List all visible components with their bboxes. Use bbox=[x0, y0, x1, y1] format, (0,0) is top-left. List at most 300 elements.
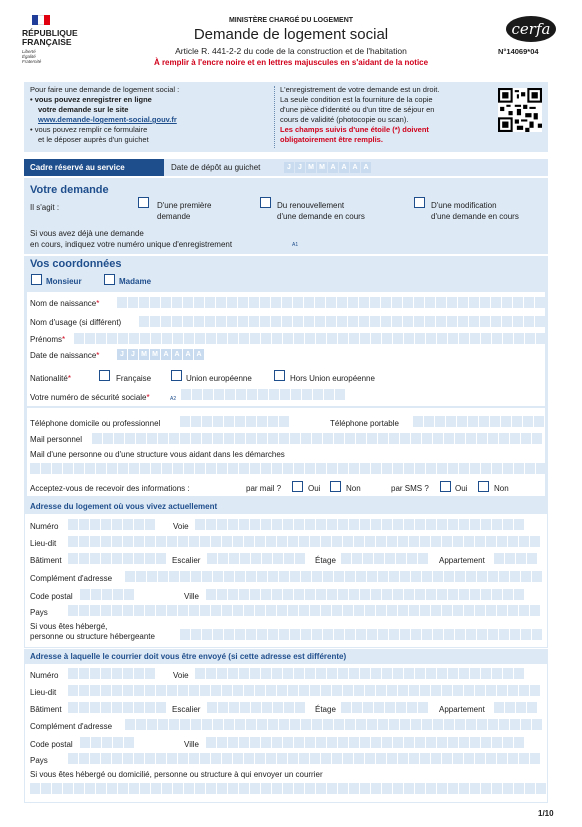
input-cell[interactable] bbox=[316, 519, 326, 530]
input-cell[interactable] bbox=[305, 333, 315, 344]
input-cell[interactable] bbox=[459, 737, 469, 748]
input-cell[interactable] bbox=[510, 719, 520, 730]
input-cell[interactable] bbox=[481, 519, 491, 530]
input-cell[interactable] bbox=[96, 783, 106, 794]
input-cell[interactable] bbox=[294, 668, 304, 679]
input-cell[interactable] bbox=[206, 463, 216, 474]
input-cell[interactable] bbox=[382, 333, 392, 344]
input-cell[interactable] bbox=[477, 571, 487, 582]
input-cell[interactable] bbox=[382, 463, 392, 474]
input-cell[interactable] bbox=[90, 536, 100, 547]
date-cell[interactable]: M bbox=[306, 162, 316, 173]
input-cell[interactable] bbox=[519, 536, 529, 547]
input-cell[interactable] bbox=[233, 685, 243, 696]
input-cell[interactable] bbox=[239, 463, 249, 474]
input-cell[interactable] bbox=[334, 629, 344, 640]
input-cell[interactable] bbox=[426, 333, 436, 344]
input-cell[interactable] bbox=[112, 553, 122, 564]
input-cell[interactable] bbox=[327, 783, 337, 794]
input-cell[interactable] bbox=[273, 702, 283, 713]
input-cell[interactable] bbox=[475, 753, 485, 764]
input-cell[interactable] bbox=[145, 702, 155, 713]
input-cell[interactable] bbox=[324, 389, 334, 400]
input-cell[interactable] bbox=[218, 702, 228, 713]
input-cell[interactable] bbox=[425, 297, 435, 308]
input-cell[interactable] bbox=[415, 589, 425, 600]
input-cell[interactable] bbox=[80, 589, 90, 600]
date-cell[interactable]: A bbox=[172, 349, 182, 360]
input-cell[interactable] bbox=[409, 605, 419, 616]
input-cell[interactable] bbox=[393, 783, 403, 794]
input-cell[interactable] bbox=[90, 519, 100, 530]
input-cell[interactable] bbox=[214, 389, 224, 400]
input-cell[interactable] bbox=[512, 416, 522, 427]
input-cell[interactable] bbox=[508, 536, 518, 547]
input-cell[interactable] bbox=[469, 316, 479, 327]
input-cell[interactable] bbox=[150, 316, 160, 327]
input-cell[interactable] bbox=[279, 571, 289, 582]
input-cell[interactable] bbox=[327, 463, 337, 474]
input-cell[interactable] bbox=[156, 702, 166, 713]
input-cell[interactable] bbox=[294, 589, 304, 600]
input-cell[interactable] bbox=[68, 519, 78, 530]
input-cell[interactable] bbox=[503, 783, 513, 794]
input-cell[interactable] bbox=[233, 536, 243, 547]
input-cell[interactable] bbox=[156, 536, 166, 547]
input-cell[interactable] bbox=[356, 571, 366, 582]
input-cell[interactable] bbox=[101, 668, 111, 679]
input-cell[interactable] bbox=[323, 571, 333, 582]
input-cell[interactable] bbox=[365, 685, 375, 696]
input-cell[interactable] bbox=[290, 719, 300, 730]
input-cell[interactable] bbox=[341, 553, 351, 564]
input-cell[interactable] bbox=[470, 333, 480, 344]
input-cell[interactable] bbox=[101, 685, 111, 696]
input-cell[interactable] bbox=[327, 668, 337, 679]
input-cell[interactable] bbox=[343, 685, 353, 696]
input-cell[interactable] bbox=[499, 629, 509, 640]
input-cell[interactable] bbox=[145, 553, 155, 564]
input-cell[interactable] bbox=[499, 571, 509, 582]
input-cell[interactable] bbox=[251, 702, 261, 713]
input-cell[interactable] bbox=[316, 236, 326, 247]
input-cell[interactable] bbox=[217, 463, 227, 474]
input-cell[interactable] bbox=[202, 416, 212, 427]
input-cell[interactable] bbox=[299, 753, 309, 764]
input-cell[interactable] bbox=[244, 605, 254, 616]
input-cell[interactable] bbox=[321, 753, 331, 764]
input-cell[interactable] bbox=[147, 719, 157, 730]
input-cell[interactable] bbox=[415, 333, 425, 344]
input-cell[interactable] bbox=[90, 685, 100, 696]
input-cell[interactable] bbox=[323, 433, 333, 444]
input-cell[interactable] bbox=[169, 719, 179, 730]
input-cell[interactable] bbox=[118, 783, 128, 794]
adresse-voie-field[interactable] bbox=[195, 519, 524, 530]
input-cell[interactable] bbox=[139, 297, 149, 308]
input-cell[interactable] bbox=[305, 737, 315, 748]
input-cell[interactable] bbox=[374, 553, 384, 564]
input-cell[interactable] bbox=[475, 605, 485, 616]
input-cell[interactable] bbox=[277, 753, 287, 764]
input-cell[interactable] bbox=[376, 605, 386, 616]
input-cell[interactable] bbox=[356, 629, 366, 640]
input-cell[interactable] bbox=[305, 589, 315, 600]
input-cell[interactable] bbox=[497, 536, 507, 547]
input-cell[interactable] bbox=[216, 316, 226, 327]
input-cell[interactable] bbox=[229, 553, 239, 564]
input-cell[interactable] bbox=[338, 737, 348, 748]
input-cell[interactable] bbox=[224, 571, 234, 582]
input-cell[interactable] bbox=[378, 571, 388, 582]
input-cell[interactable] bbox=[213, 416, 223, 427]
input-cell[interactable] bbox=[532, 629, 542, 640]
input-cell[interactable] bbox=[352, 702, 362, 713]
input-cell[interactable] bbox=[536, 333, 546, 344]
date-cell[interactable]: A bbox=[361, 162, 371, 173]
input-cell[interactable] bbox=[521, 571, 531, 582]
input-cell[interactable] bbox=[316, 783, 326, 794]
input-cell[interactable] bbox=[150, 297, 160, 308]
input-cell[interactable] bbox=[415, 236, 425, 247]
input-cell[interactable] bbox=[123, 519, 133, 530]
input-cell[interactable] bbox=[134, 605, 144, 616]
input-cell[interactable] bbox=[492, 236, 502, 247]
input-cell[interactable] bbox=[85, 333, 95, 344]
input-cell[interactable] bbox=[123, 605, 133, 616]
input-cell[interactable] bbox=[79, 553, 89, 564]
input-cell[interactable] bbox=[101, 702, 111, 713]
input-cell[interactable] bbox=[235, 629, 245, 640]
input-cell[interactable] bbox=[30, 783, 40, 794]
input-cell[interactable] bbox=[444, 571, 454, 582]
input-cell[interactable] bbox=[338, 668, 348, 679]
input-cell[interactable] bbox=[404, 463, 414, 474]
input-cell[interactable] bbox=[376, 536, 386, 547]
input-cell[interactable] bbox=[167, 753, 177, 764]
input-cell[interactable] bbox=[239, 589, 249, 600]
input-cell[interactable] bbox=[172, 316, 182, 327]
input-cell[interactable] bbox=[470, 463, 480, 474]
input-cell[interactable] bbox=[481, 589, 491, 600]
input-cell[interactable] bbox=[294, 333, 304, 344]
input-cell[interactable] bbox=[213, 719, 223, 730]
input-cell[interactable] bbox=[277, 536, 287, 547]
input-cell[interactable] bbox=[497, 685, 507, 696]
input-cell[interactable] bbox=[492, 589, 502, 600]
input-cell[interactable] bbox=[250, 463, 260, 474]
input-cell[interactable] bbox=[239, 783, 249, 794]
input-cell[interactable] bbox=[475, 685, 485, 696]
input-cell[interactable] bbox=[475, 536, 485, 547]
input-cell[interactable] bbox=[112, 519, 122, 530]
tel-domicile-field[interactable] bbox=[180, 416, 289, 427]
input-cell[interactable] bbox=[107, 333, 117, 344]
input-cell[interactable] bbox=[52, 463, 62, 474]
input-cell[interactable] bbox=[305, 668, 315, 679]
input-cell[interactable] bbox=[235, 571, 245, 582]
courrier-complement-field[interactable] bbox=[125, 719, 542, 730]
input-cell[interactable] bbox=[200, 605, 210, 616]
input-cell[interactable] bbox=[101, 536, 111, 547]
input-cell[interactable] bbox=[282, 316, 292, 327]
adresse-ville-field[interactable] bbox=[206, 589, 524, 600]
input-cell[interactable] bbox=[426, 519, 436, 530]
input-cell[interactable] bbox=[134, 553, 144, 564]
input-cell[interactable] bbox=[123, 536, 133, 547]
input-cell[interactable] bbox=[524, 316, 534, 327]
input-cell[interactable] bbox=[178, 753, 188, 764]
input-cell[interactable] bbox=[266, 753, 276, 764]
input-cell[interactable] bbox=[283, 737, 293, 748]
input-cell[interactable] bbox=[213, 571, 223, 582]
input-cell[interactable] bbox=[250, 589, 260, 600]
input-cell[interactable] bbox=[249, 316, 259, 327]
input-cell[interactable] bbox=[530, 605, 540, 616]
input-cell[interactable] bbox=[225, 389, 235, 400]
input-cell[interactable] bbox=[414, 297, 424, 308]
input-cell[interactable] bbox=[316, 333, 326, 344]
input-cell[interactable] bbox=[224, 629, 234, 640]
date-cell[interactable]: J bbox=[128, 349, 138, 360]
input-cell[interactable] bbox=[345, 719, 355, 730]
input-cell[interactable] bbox=[85, 783, 95, 794]
input-cell[interactable] bbox=[250, 668, 260, 679]
input-cell[interactable] bbox=[238, 297, 248, 308]
input-cell[interactable] bbox=[492, 333, 502, 344]
input-cell[interactable] bbox=[103, 433, 113, 444]
input-cell[interactable] bbox=[497, 753, 507, 764]
input-cell[interactable] bbox=[458, 316, 468, 327]
input-cell[interactable] bbox=[211, 536, 221, 547]
input-cell[interactable] bbox=[262, 702, 272, 713]
input-cell[interactable] bbox=[442, 605, 452, 616]
input-cell[interactable] bbox=[85, 463, 95, 474]
input-cell[interactable] bbox=[145, 536, 155, 547]
input-cell[interactable] bbox=[409, 685, 419, 696]
input-cell[interactable] bbox=[90, 702, 100, 713]
input-cell[interactable] bbox=[68, 753, 78, 764]
input-cell[interactable] bbox=[228, 668, 238, 679]
input-cell[interactable] bbox=[448, 737, 458, 748]
input-cell[interactable] bbox=[521, 629, 531, 640]
input-cell[interactable] bbox=[173, 333, 183, 344]
input-cell[interactable] bbox=[112, 668, 122, 679]
secu-field[interactable] bbox=[181, 389, 345, 400]
nationalite-ue-checkbox[interactable] bbox=[171, 370, 182, 381]
input-cell[interactable] bbox=[158, 719, 168, 730]
input-cell[interactable] bbox=[536, 463, 546, 474]
input-cell[interactable] bbox=[470, 236, 480, 247]
input-cell[interactable] bbox=[91, 589, 101, 600]
input-cell[interactable] bbox=[422, 433, 432, 444]
input-cell[interactable] bbox=[503, 668, 513, 679]
input-cell[interactable] bbox=[272, 589, 282, 600]
input-cell[interactable] bbox=[41, 463, 51, 474]
input-cell[interactable] bbox=[203, 389, 213, 400]
numero-unique-field[interactable] bbox=[305, 236, 535, 247]
input-cell[interactable] bbox=[433, 719, 443, 730]
input-cell[interactable] bbox=[169, 433, 179, 444]
input-cell[interactable] bbox=[246, 629, 256, 640]
input-cell[interactable] bbox=[527, 702, 537, 713]
input-cell[interactable] bbox=[280, 389, 290, 400]
input-cell[interactable] bbox=[332, 753, 342, 764]
input-cell[interactable] bbox=[79, 753, 89, 764]
input-cell[interactable] bbox=[437, 333, 447, 344]
input-cell[interactable] bbox=[486, 605, 496, 616]
input-cell[interactable] bbox=[326, 316, 336, 327]
input-cell[interactable] bbox=[422, 719, 432, 730]
input-cell[interactable] bbox=[514, 519, 524, 530]
input-cell[interactable] bbox=[301, 433, 311, 444]
input-cell[interactable] bbox=[191, 719, 201, 730]
input-cell[interactable] bbox=[341, 702, 351, 713]
input-cell[interactable] bbox=[327, 737, 337, 748]
input-cell[interactable] bbox=[257, 571, 267, 582]
input-cell[interactable] bbox=[217, 668, 227, 679]
input-cell[interactable] bbox=[181, 389, 191, 400]
input-cell[interactable] bbox=[387, 536, 397, 547]
input-cell[interactable] bbox=[202, 629, 212, 640]
input-cell[interactable] bbox=[437, 589, 447, 600]
input-cell[interactable] bbox=[257, 416, 267, 427]
input-cell[interactable] bbox=[91, 737, 101, 748]
input-cell[interactable] bbox=[447, 297, 457, 308]
input-cell[interactable] bbox=[415, 737, 425, 748]
input-cell[interactable] bbox=[332, 605, 342, 616]
input-cell[interactable] bbox=[222, 536, 232, 547]
input-cell[interactable] bbox=[411, 719, 421, 730]
input-cell[interactable] bbox=[290, 433, 300, 444]
input-cell[interactable] bbox=[371, 519, 381, 530]
input-cell[interactable] bbox=[481, 236, 491, 247]
input-cell[interactable] bbox=[305, 783, 315, 794]
input-cell[interactable] bbox=[389, 571, 399, 582]
input-cell[interactable] bbox=[393, 333, 403, 344]
date-cell[interactable]: M bbox=[139, 349, 149, 360]
input-cell[interactable] bbox=[250, 333, 260, 344]
input-cell[interactable] bbox=[112, 536, 122, 547]
input-cell[interactable] bbox=[326, 297, 336, 308]
input-cell[interactable] bbox=[158, 571, 168, 582]
premiere-demande-checkbox[interactable] bbox=[138, 197, 149, 208]
input-cell[interactable] bbox=[206, 519, 216, 530]
input-cell[interactable] bbox=[294, 519, 304, 530]
input-cell[interactable] bbox=[96, 333, 106, 344]
input-cell[interactable] bbox=[411, 571, 421, 582]
date-naissance-field[interactable] bbox=[117, 349, 204, 360]
input-cell[interactable] bbox=[255, 536, 265, 547]
input-cell[interactable] bbox=[400, 433, 410, 444]
input-cell[interactable] bbox=[453, 685, 463, 696]
input-cell[interactable] bbox=[213, 433, 223, 444]
nom-usage-field[interactable] bbox=[139, 316, 545, 327]
input-cell[interactable] bbox=[382, 519, 392, 530]
input-cell[interactable] bbox=[102, 737, 112, 748]
input-cell[interactable] bbox=[444, 629, 454, 640]
input-cell[interactable] bbox=[426, 589, 436, 600]
input-cell[interactable] bbox=[316, 589, 326, 600]
input-cell[interactable] bbox=[180, 571, 190, 582]
input-cell[interactable] bbox=[118, 463, 128, 474]
input-cell[interactable] bbox=[444, 433, 454, 444]
date-cell[interactable]: A bbox=[194, 349, 204, 360]
input-cell[interactable] bbox=[147, 433, 157, 444]
input-cell[interactable] bbox=[299, 536, 309, 547]
input-cell[interactable] bbox=[211, 685, 221, 696]
input-cell[interactable] bbox=[497, 605, 507, 616]
courrier-ville-field[interactable] bbox=[206, 737, 524, 748]
input-cell[interactable] bbox=[338, 589, 348, 600]
input-cell[interactable] bbox=[272, 333, 282, 344]
input-cell[interactable] bbox=[167, 685, 177, 696]
input-cell[interactable] bbox=[470, 519, 480, 530]
courrier-code-postal-field[interactable] bbox=[80, 737, 134, 748]
input-cell[interactable] bbox=[262, 553, 272, 564]
input-cell[interactable] bbox=[349, 668, 359, 679]
input-cell[interactable] bbox=[382, 589, 392, 600]
input-cell[interactable] bbox=[359, 316, 369, 327]
input-cell[interactable] bbox=[68, 668, 78, 679]
input-cell[interactable] bbox=[411, 629, 421, 640]
input-cell[interactable] bbox=[513, 297, 523, 308]
input-cell[interactable] bbox=[184, 463, 194, 474]
adresse-escalier-field[interactable] bbox=[207, 553, 305, 564]
input-cell[interactable] bbox=[162, 333, 172, 344]
input-cell[interactable] bbox=[398, 536, 408, 547]
date-cell[interactable]: A bbox=[339, 162, 349, 173]
input-cell[interactable] bbox=[129, 783, 139, 794]
date-cell[interactable]: J bbox=[117, 349, 127, 360]
input-cell[interactable] bbox=[469, 297, 479, 308]
input-cell[interactable] bbox=[279, 719, 289, 730]
input-cell[interactable] bbox=[360, 783, 370, 794]
input-cell[interactable] bbox=[376, 753, 386, 764]
input-cell[interactable] bbox=[68, 536, 78, 547]
input-cell[interactable] bbox=[365, 753, 375, 764]
input-cell[interactable] bbox=[499, 719, 509, 730]
courrier-appartement-field[interactable] bbox=[494, 702, 537, 713]
input-cell[interactable] bbox=[145, 668, 155, 679]
input-cell[interactable] bbox=[161, 316, 171, 327]
input-cell[interactable] bbox=[466, 629, 476, 640]
input-cell[interactable] bbox=[530, 536, 540, 547]
madame-checkbox[interactable] bbox=[104, 274, 115, 285]
depot-date-field[interactable] bbox=[284, 162, 371, 173]
input-cell[interactable] bbox=[337, 316, 347, 327]
input-cell[interactable] bbox=[321, 536, 331, 547]
input-cell[interactable] bbox=[266, 536, 276, 547]
input-cell[interactable] bbox=[173, 463, 183, 474]
input-cell[interactable] bbox=[284, 702, 294, 713]
input-cell[interactable] bbox=[68, 685, 78, 696]
input-cell[interactable] bbox=[217, 589, 227, 600]
input-cell[interactable] bbox=[535, 316, 545, 327]
input-cell[interactable] bbox=[480, 297, 490, 308]
input-cell[interactable] bbox=[305, 519, 315, 530]
input-cell[interactable] bbox=[140, 463, 150, 474]
input-cell[interactable] bbox=[442, 685, 452, 696]
input-cell[interactable] bbox=[503, 333, 513, 344]
input-cell[interactable] bbox=[459, 333, 469, 344]
input-cell[interactable] bbox=[268, 719, 278, 730]
input-cell[interactable] bbox=[352, 553, 362, 564]
input-cell[interactable] bbox=[389, 719, 399, 730]
input-cell[interactable] bbox=[134, 702, 144, 713]
input-cell[interactable] bbox=[418, 702, 428, 713]
input-cell[interactable] bbox=[510, 433, 520, 444]
